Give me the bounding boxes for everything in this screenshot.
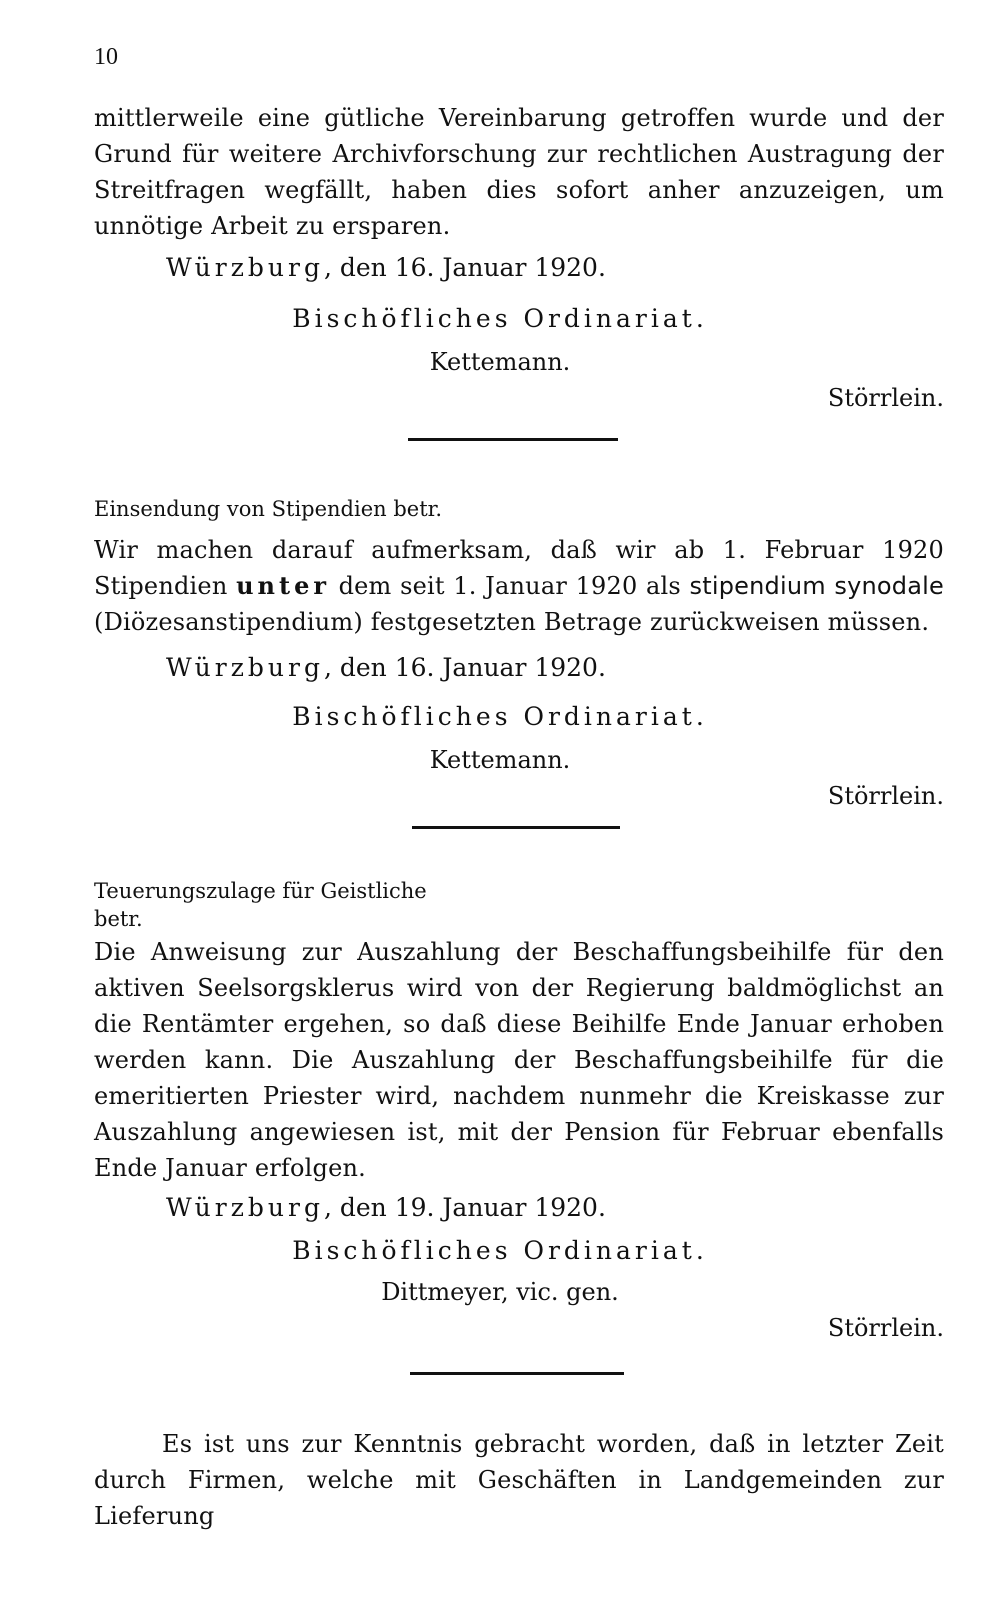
section2-heading: Einsendung von Stipendien betr.: [94, 497, 443, 521]
section3-heading-line1: Teuerungszulage für Geistliche: [94, 879, 427, 903]
section4-body: Es ist uns zur Kenntnis gebracht worden, daß in letzter Zeit durch Firmen, welche mit Geschäften in Landgemeinden zur Lieferung: [94, 1430, 944, 1530]
section1-date: , den 16. Januar 1920.: [323, 253, 606, 282]
section2-date: , den 16. Januar 1920.: [323, 653, 606, 682]
section1-body: mittlerweile eine gütliche Vereinbarung getroffen wurde und der Grund für weitere Archivforschung zur rechtlichen Austragung der Streitfragen wegfällt, haben dies sofort anher anzuzeigen, um unnötige Arbeit zu ersparen.: [94, 104, 944, 240]
section2-body-emphasis: unter: [236, 571, 330, 600]
section2-office: Bischöfliches Ordinariat.: [292, 702, 708, 731]
section3-office: Bischöfliches Ordinariat.: [292, 1236, 708, 1265]
section1-office: Bischöfliches Ordinariat.: [292, 304, 708, 333]
section3-date: , den 19. Januar 1920.: [323, 1193, 606, 1222]
section3-place: Würzburg: [166, 1193, 324, 1222]
section2-signer: Kettemann.: [429, 746, 571, 774]
section3-heading-line2: betr.: [94, 907, 143, 931]
section2-body-a: Wir machen darauf aufmerksam, daß wir ab 1. Februar 1920 Stipendien: [94, 536, 944, 600]
section-divider: [412, 826, 620, 829]
section1-place: Würzburg: [166, 253, 324, 282]
section2-body-b: dem seit 1. Januar 1920 als: [329, 572, 690, 600]
section3-cosigner: Störrlein.: [827, 1314, 944, 1342]
section2-body-c: (Diözesanstipendium) festgesetzten Betrage zurückweisen müssen.: [94, 608, 930, 636]
section3-signer: Dittmeyer, vic. gen.: [381, 1278, 619, 1306]
section2-place: Würzburg: [166, 653, 324, 682]
section1-dateline: [166, 250, 606, 286]
page-number: 10: [94, 44, 118, 70]
section2-dateline: [166, 650, 606, 686]
section1-signer: Kettemann.: [429, 348, 571, 376]
section2-body: [94, 532, 944, 640]
section3-body: Die Anweisung zur Auszahlung der Beschaffungsbeihilfe für den aktiven Seelsorgsklerus wird von der Regierung baldmöglichst an die Rentämter ergehen, so daß diese Beihilfe Ende Januar erhoben werden kann. Die Auszahlung der Beschaffungsbeihilfe für die emeritierten Priester wird, nachdem nunmehr die Kreiskasse zur Auszahlung angewiesen ist, mit der Pension für Februar ebenfalls Ende Januar erfolgen.: [94, 938, 944, 1182]
section3-dateline: [166, 1190, 606, 1226]
section2-cosigner: Störrlein.: [827, 782, 944, 810]
section2-body-latin: stipendium synodale: [689, 572, 944, 600]
section-divider: [408, 438, 618, 441]
section1-cosigner: Störrlein.: [827, 384, 944, 412]
section-divider: [410, 1372, 624, 1375]
